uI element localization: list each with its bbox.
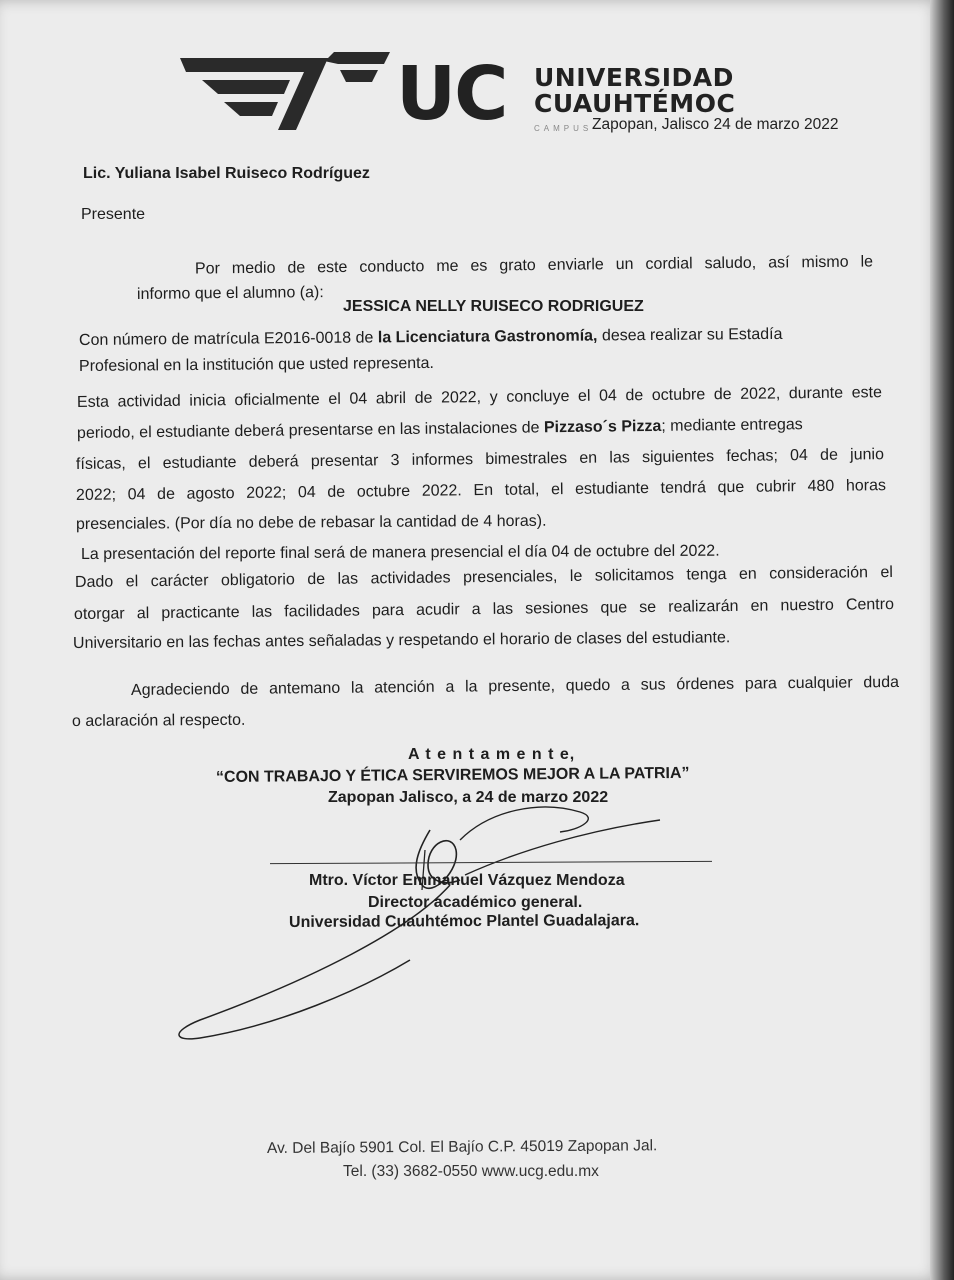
- closing-atentamente: A t e n t a m e n t e,: [408, 746, 576, 763]
- intro-line-2: informo que el alumno (a):: [136, 284, 324, 303]
- paragraph-1-line-2: Profesional en la institución que usted representa.: [78, 354, 434, 375]
- intro-line-1: Por medio de este conducto me es grato enviarle un cordial saludo, así mismo le: [194, 253, 874, 278]
- signer-organization: Universidad Cuauhtémoc Plantel Guadalajara.: [288, 912, 640, 931]
- paragraph-2-line-5: presenciales. (Por día no debe de rebasar la cantidad de 4 horas).: [75, 512, 547, 533]
- paragraph-2-line-1: Esta actividad inicia oficialmente el 04 abril de 2022, y concluye el 04 de octubre de 2022, durante este: [76, 384, 883, 411]
- logo-university-line1: UNIVERSIDAD: [534, 63, 734, 92]
- closing-place-date: Zapopan Jalisco, a 24 de marzo 2022: [328, 789, 609, 806]
- paragraph-3-line-1: La presentación del reporte final será de manera presencial el día 04 de octubre del 2022.: [80, 542, 720, 563]
- p1-text-a: Con número de matrícula E2016-0018 de: [78, 329, 378, 349]
- logo-campus-label: CAMPUS: [534, 124, 593, 133]
- logo-uc-letters: UC: [396, 51, 507, 137]
- paragraph-5-line-1: Agradeciendo de antemano la atención a la presente, quedo a sus órdenes para cualquier duda: [130, 673, 900, 699]
- letter-date: Zapopan, Jalisco 24 de marzo 2022: [592, 116, 839, 133]
- student-name: JESSICA NELLY RUISECO RODRIGUEZ: [343, 298, 644, 315]
- presente-label: Presente: [81, 206, 146, 223]
- p2-text-a: periodo, el estudiante deberá presentarse en las instalaciones de: [76, 419, 545, 442]
- paragraph-5-line-2: o aclaración al respecto.: [71, 711, 246, 730]
- paragraph-4-line-3: Universitario en las fechas antes señaladas y respetando el horario de clases del estudiante.: [72, 629, 731, 652]
- paragraph-4-line-1: Dado el carácter obligatorio de las actividades presenciales, le solicitamos tenga en consideración el: [74, 564, 894, 591]
- eagle-wing-icon: [178, 50, 393, 136]
- footer-address: Av. Del Bajío 5901 Col. El Bajío C.P. 45019 Zapopan Jal.: [266, 1137, 658, 1157]
- signer-title: Director académico general.: [368, 894, 583, 911]
- signer-name: Mtro. Víctor Emmanuel Vázquez Mendoza: [309, 872, 625, 889]
- recipient-name: Lic. Yuliana Isabel Ruiseco Rodríguez: [83, 165, 370, 182]
- p2-text-b: ; mediante entregas: [661, 416, 803, 435]
- logo-university-line2: CUAUHTÉMOC: [534, 89, 736, 118]
- page-edge-shadow: [930, 0, 954, 1280]
- paragraph-2-line-3: físicas, el estudiante deberá presentar 3 informes bimestrales en las siguientes fechas; 04 de junio: [75, 446, 885, 473]
- paragraph-4-line-2: otorgar al practicante las facilidades para acudir a las sesiones que se realizarán en nuestro Centro: [73, 595, 895, 623]
- p1-text-b: desea realizar su Estadía: [597, 325, 783, 345]
- closing-motto: “CON TRABAJO Y ÉTICA SERVIREMOS MEJOR A LA PATRIA”: [215, 764, 690, 786]
- footer-contact: Tel. (33) 3682-0550 www.ucg.edu.mx: [343, 1163, 599, 1180]
- paragraph-2-line-4: 2022; 04 de agosto 2022; 04 de octubre 2022. En total, el estudiante tendrá que cubrir 480 horas: [75, 477, 887, 504]
- company-name: Pizzaso´s Pizza: [543, 417, 662, 437]
- program-name: la Licenciatura Gastronomía,: [377, 327, 598, 347]
